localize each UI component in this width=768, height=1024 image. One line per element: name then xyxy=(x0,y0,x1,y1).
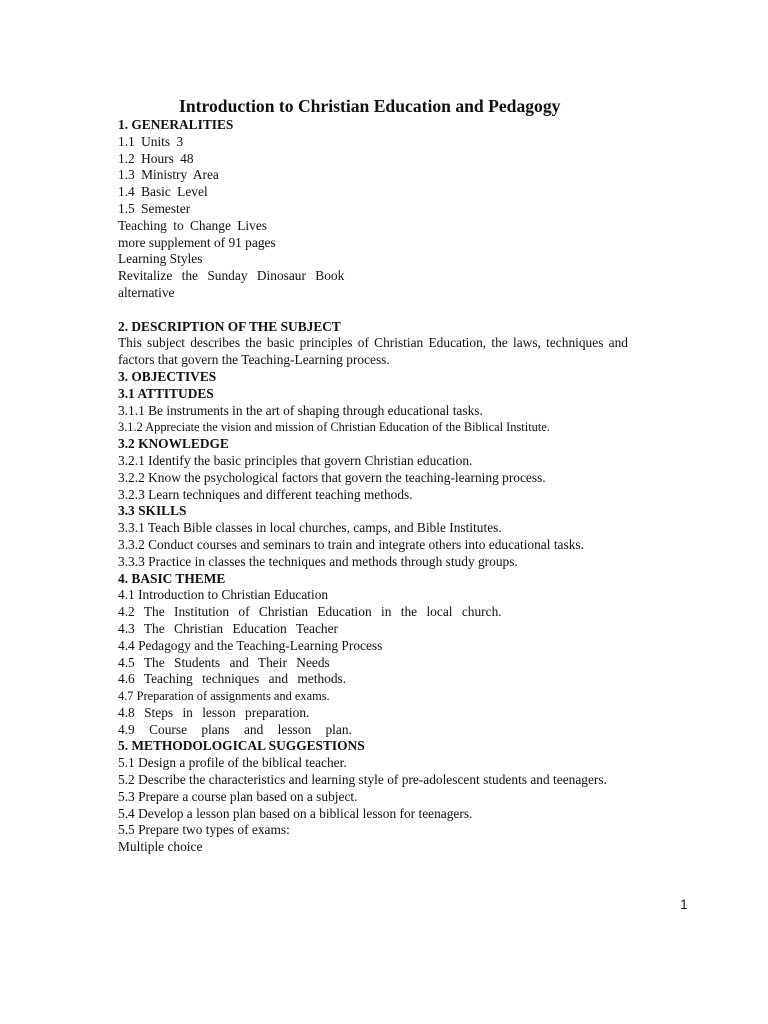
generalities-item: 1.4 Basic Level xyxy=(118,184,208,200)
subsection-heading-attitudes: 3.1 ATTITUDES xyxy=(118,385,214,401)
generalities-extra: more supplement of 91 pages xyxy=(118,234,276,250)
generalities-item: 1.2 Hours 48 xyxy=(118,150,194,166)
suggestion-item: 5.2 Describe the characteristics and learning style of pre-adolescent students and teenagers. xyxy=(118,772,607,788)
section-heading-objectives: 3. OBJECTIVES xyxy=(118,368,217,384)
objective-item: 3.3.3 Practice in classes the techniques and methods through study groups. xyxy=(118,553,518,569)
generalities-item: 1.5 Semester xyxy=(118,200,191,216)
objective-item: 3.1.1 Be instruments in the art of shaping through educational tasks. xyxy=(118,402,483,418)
theme-item: 4.3 The Christian Education Teacher xyxy=(118,620,339,636)
generalities-extra: Learning Styles xyxy=(118,251,203,267)
page-number: 1 xyxy=(680,896,688,912)
theme-item: 4.5 The Students and Their Needs xyxy=(118,654,330,670)
blank-line xyxy=(118,302,628,319)
suggestion-item: 5.3 Prepare a course plan based on a subject. xyxy=(118,788,358,804)
suggestion-item: 5.1 Design a profile of the biblical teacher. xyxy=(118,755,347,771)
suggestion-item: Multiple choice xyxy=(118,839,203,855)
objective-item: 3.2.3 Learn techniques and different teaching methods. xyxy=(118,486,413,502)
generalities-item: 1.1 Units 3 xyxy=(118,133,184,149)
suggestion-item: 5.4 Develop a lesson plan based on a biblical lesson for teenagers. xyxy=(118,805,473,821)
objective-item: 3.2.1 Identify the basic principles that govern Christian education. xyxy=(118,452,473,468)
section-heading-description: 2. DESCRIPTION OF THE SUBJECT xyxy=(118,318,341,334)
theme-item: 4.4 Pedagogy and the Teaching-Learning Process xyxy=(118,637,383,653)
objective-item: 3.3.1 Teach Bible classes in local churches, camps, and Bible Institutes. xyxy=(118,520,502,536)
generalities-extra: Teaching to Change Lives xyxy=(118,217,267,233)
theme-item: 4.9 Course plans and lesson plan. xyxy=(118,721,352,737)
generalities-item: 1.3 Ministry Area xyxy=(118,167,219,183)
section-heading-methodological: 5. METHODOLOGICAL SUGGESTIONS xyxy=(118,738,365,754)
subsection-heading-skills: 3.3 SKILLS xyxy=(118,503,187,519)
theme-item: 4.1 Introduction to Christian Education xyxy=(118,587,329,603)
theme-item: 4.6 Teaching techniques and methods. xyxy=(118,671,347,687)
description-text: This subject describes the basic principles of Christian Education, the laws, techniques and factors that govern the Teaching-Learning process. xyxy=(118,335,628,368)
section-heading-generalities: 1. GENERALITIES xyxy=(118,117,234,132)
objective-item: 3.3.2 Conduct courses and seminars to train and integrate others into educational tasks. xyxy=(118,536,584,552)
theme-item: 4.7 Preparation of assignments and exams. xyxy=(118,689,330,704)
subsection-heading-knowledge: 3.2 KNOWLEDGE xyxy=(118,436,229,452)
theme-item: 4.2 The Institution of Christian Education in the local church. xyxy=(118,604,502,620)
objective-item: 3.2.2 Know the psychological factors that govern the teaching-learning process. xyxy=(118,469,546,485)
theme-item: 4.8 Steps in lesson preparation. xyxy=(118,704,310,720)
objective-item: 3.1.2 Appreciate the vision and mission of Christian Education of the Biblical Institute. xyxy=(118,420,550,435)
document-title: Introduction to Christian Education and Pedagogy xyxy=(179,96,561,116)
generalities-extra: Revitalize the Sunday Dinosaur Book xyxy=(118,268,345,284)
suggestion-item: 5.5 Prepare two types of exams: xyxy=(118,822,290,838)
generalities-extra: alternative xyxy=(118,284,175,300)
document-page xyxy=(118,95,628,856)
section-heading-basic-theme: 4. BASIC THEME xyxy=(118,570,226,586)
